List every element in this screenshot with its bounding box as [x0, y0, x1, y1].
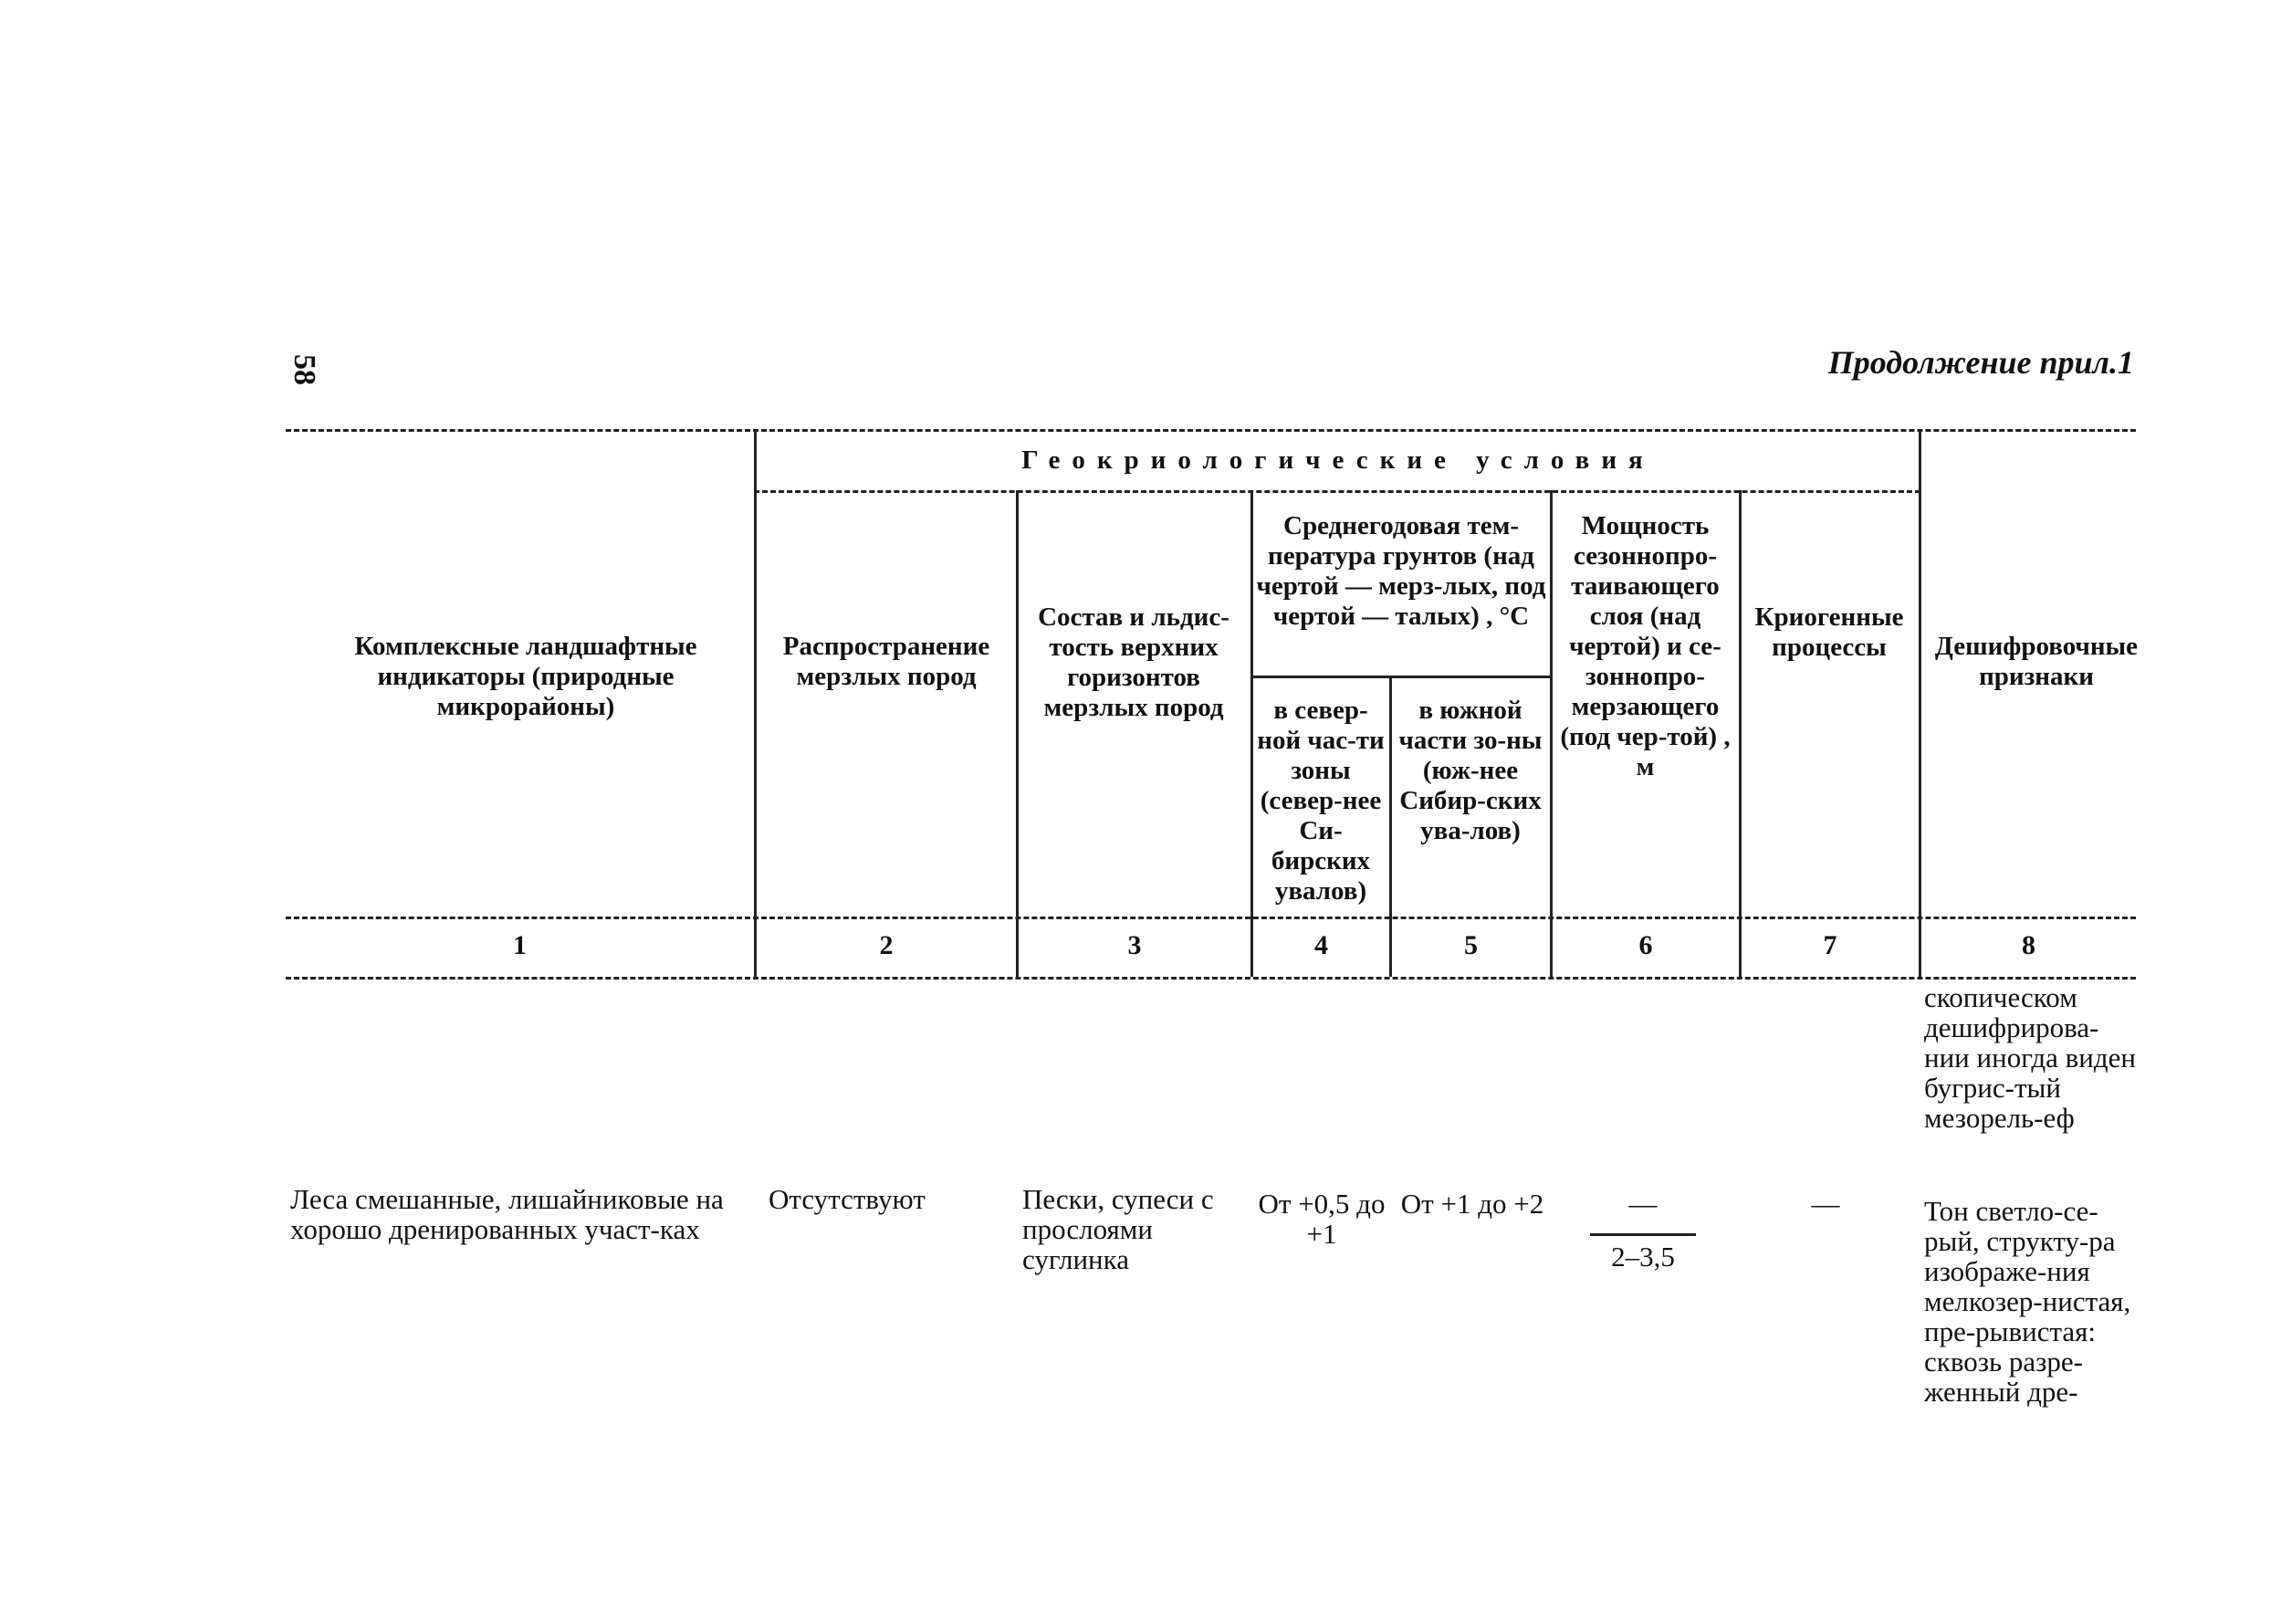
- continuation-label: Продолжение прил.1: [1827, 344, 2134, 381]
- col-sep-1-2: [754, 429, 757, 977]
- temp-split-rule: [1250, 676, 1550, 678]
- header-col7: Криогенные процессы: [1754, 602, 1904, 662]
- row-col5-south-temp: От +1 до +2: [1400, 1188, 1544, 1220]
- column-number-3: 3: [1127, 930, 1142, 960]
- column-number-6: 6: [1638, 930, 1653, 960]
- col-sep-2-3: [1016, 490, 1019, 977]
- row-col3-composition: Пески, супеси с прослоями суглинка: [1022, 1183, 1214, 1275]
- column-number-5: 5: [1464, 930, 1478, 960]
- table-top-rule: [286, 429, 2136, 432]
- header-col2: Распространение мерзлых пород: [782, 632, 990, 691]
- row-col4-north-temp: От +0,5 до +1: [1258, 1188, 1386, 1250]
- page-number: 58: [288, 354, 321, 385]
- column-number-2: 2: [879, 930, 894, 960]
- row-col7-processes: —: [1811, 1188, 1840, 1220]
- header-col6: Мощность сезоннопро-таивающего слоя (над чертой) и се-зоннопро-мерзающего (под чер-той) , м: [1560, 511, 1731, 781]
- row-col2-distribution: Отсутствуют: [769, 1183, 926, 1215]
- group-header-rule: [754, 490, 1920, 493]
- header-col3: Состав и льдис-тость верхних горизонтов мерзлых пород: [1038, 602, 1229, 722]
- header-col8: Дешифровочные признаки: [1934, 632, 2139, 691]
- row-col8-decoding: Тон светло-се-рый, структу-ра изображе-ния мелкозер-нистая, пре-рывистая: сквозь разре-женный дре-: [1924, 1195, 2131, 1408]
- carryover-col8: скопическом дешифрирова-нии иногда виден бугрис-тый мезорель-еф: [1924, 981, 2137, 1134]
- col-sep-3-4: [1250, 490, 1253, 977]
- group-header-geocryological: Геокриологические условия: [1021, 445, 1655, 475]
- header-col5: в южной части зо-ны (юж-нее Сибир-ских ува-лов): [1398, 696, 1543, 845]
- header-col45: Среднегодовая тем-пература грунтов (над чертой — мерз-лых, под чертой — талых) , °С: [1256, 511, 1546, 631]
- header-col1: Комплексные ландшафтные индикаторы (природные микрорайоны): [354, 632, 697, 721]
- row-col1-indicators: Леса смешанные, лишайниковые на хорошо дренированных участ-ках: [290, 1183, 724, 1245]
- row-col6-fraction-line: [1590, 1233, 1696, 1236]
- col-sep-6-7: [1739, 490, 1742, 977]
- numbers-bottom-rule: [286, 977, 2136, 980]
- col-sep-7-8: [1919, 429, 1921, 977]
- column-number-7: 7: [1823, 930, 1837, 960]
- column-number-1: 1: [513, 930, 527, 960]
- header-col4: в север-ной час-ти зоны (север-нее Си-бирских увалов): [1257, 696, 1385, 906]
- column-number-8: 8: [2022, 930, 2035, 960]
- column-number-4: 4: [1314, 930, 1328, 960]
- col-sep-5-6: [1550, 490, 1553, 977]
- row-col6-thaw-value: —: [1628, 1188, 1658, 1220]
- row-col6-freeze-value: 2–3,5: [1611, 1241, 1675, 1273]
